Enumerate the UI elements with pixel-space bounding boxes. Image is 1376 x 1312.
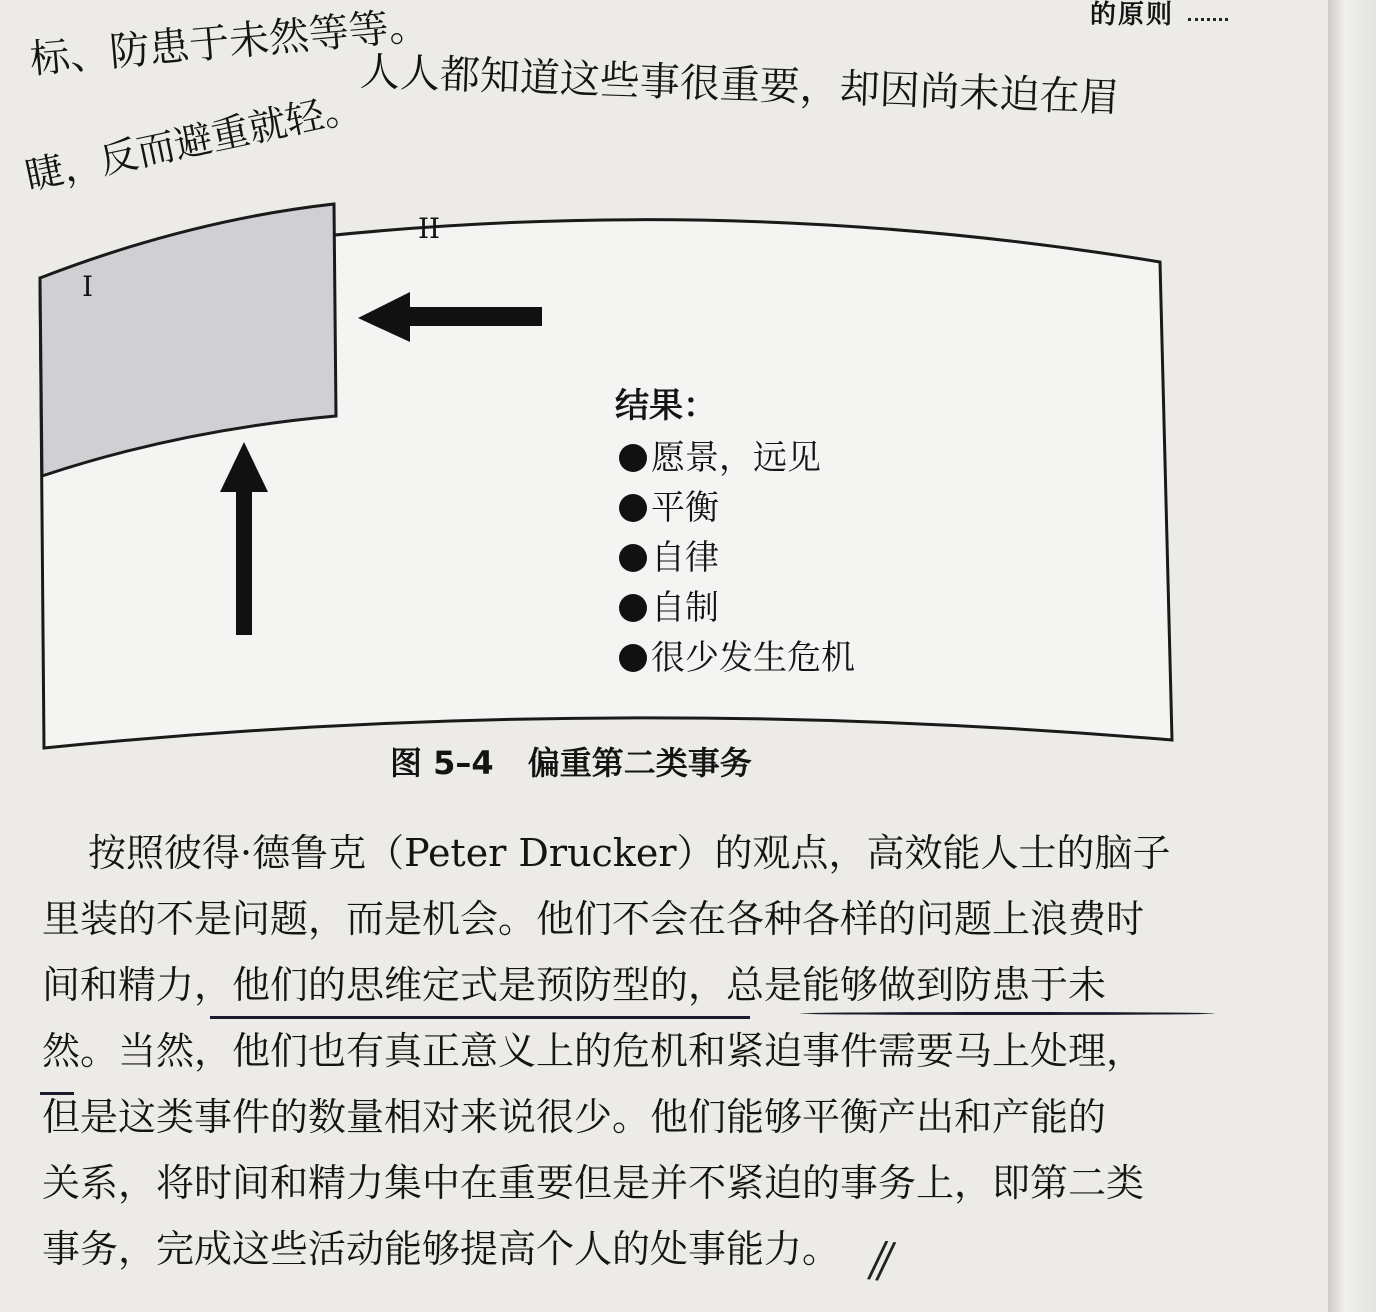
bullet-icon <box>619 544 647 572</box>
body-line: 里装的不是问题，而是机会。他们不会在各种各样的问题上浪费时 <box>42 897 1145 941</box>
bullet-icon <box>619 644 647 672</box>
body-paragraph <box>42 820 1202 1282</box>
pen-underline <box>40 1092 74 1095</box>
body-line: 间和精力，他们的思维定式是预防型的，总是能够做到防患于未 <box>42 963 1107 1007</box>
body-line: 事务，完成这些活动能够提高个人的处事能力。 <box>42 1227 841 1271</box>
intro-line-2: 睫，反而避重就轻。 <box>21 84 366 199</box>
pen-scribble-icon: ⫽ <box>865 1228 899 1295</box>
intro-line-1b: 人人都知道这些事很重要，却因尚未迫在眉 <box>359 49 1121 122</box>
body-line: 按照彼得·德鲁克（Peter Drucker）的观点，高效能人士的脑子 <box>88 831 1171 875</box>
caption-title: 偏重第二类事务 <box>527 744 752 782</box>
pen-underline <box>800 1012 1215 1015</box>
quadrant-II-label: II <box>418 212 441 245</box>
pen-underline <box>210 1016 750 1019</box>
bullet-icon <box>619 494 647 522</box>
result-item: 自制 <box>615 583 855 633</box>
result-item: 愿景，远见 <box>615 433 855 483</box>
header-dotted-line <box>1188 18 1228 21</box>
bullet-icon <box>619 444 647 472</box>
figure-caption <box>390 738 752 784</box>
results-title: 结果： <box>615 386 717 426</box>
bullet-icon <box>619 594 647 622</box>
result-item: 很少发生危机 <box>615 633 855 683</box>
result-item: 自律 <box>615 533 855 583</box>
results-list <box>615 378 855 683</box>
body-line: 关系，将时间和精力集中在重要但是并不紧迫的事务上，即第二类 <box>42 1161 1145 1205</box>
result-item: 平衡 <box>615 483 855 533</box>
caption-number: 图 5–4 <box>390 744 494 782</box>
body-line: 但是这类事件的数量相对来说很少。他们能够平衡产出和产能的 <box>42 1095 1107 1139</box>
intro-line-1a: 标、防患于未然等等。 <box>27 2 431 83</box>
running-header: 的原则 <box>1090 0 1175 30</box>
quadrant-I-label: I <box>82 270 94 303</box>
body-line: 然。当然，他们也有真正意义上的危机和紧迫事件需要马上处理， <box>42 1029 1145 1073</box>
